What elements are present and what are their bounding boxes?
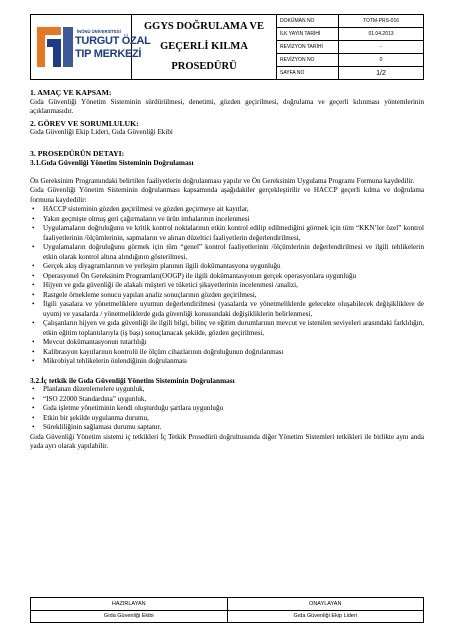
document-body bbox=[30, 86, 424, 452]
internal-audit-list bbox=[30, 385, 424, 433]
paragraph: Gıda Güvenliği Yönetim Sisteminin doğrulanması kapsamında aşağıdakiler gerçekleştirilir ve HACCP geçerli kılma ve doğrulama formuna kaydedilir: bbox=[30, 186, 424, 204]
list-item: • Etkin bir şekilde uygulanma durumu, bbox=[30, 414, 424, 424]
list-item: • Planlanan düzenlemelere uygunluk, bbox=[30, 385, 424, 395]
logo bbox=[31, 15, 151, 79]
title-line-1: GGYS DOĞRULAMA VE bbox=[144, 21, 264, 32]
list-item: • Uygulamaların doğruluğunu ve kritik kontrol noktalarının etkin kontrol edilip edilmediğini görmek için tüm “KKN’ler özel” kontrol faaliyetlerinin /ölçümlerinin, sapmaların ve alınan düzeltici faaliyetlerin değerlendirilmesi, bbox=[30, 224, 424, 243]
paragraph: Gıda Güvenliği Yönetim sistemi iç tetkikleri İç Tetkik Prosedürü doğrultusunda diğer Yönetim Sistemleri tetkikleri ile birlikte aynı anda yada ayrı olarak yapılabilir. bbox=[30, 432, 424, 450]
meta-key: REVİZYON TARİHİ bbox=[277, 41, 339, 53]
prepared-by-label: HAZIRLAYAN bbox=[31, 598, 227, 611]
document-meta-table bbox=[277, 15, 423, 79]
meta-key: REVİZYON NO bbox=[277, 54, 339, 66]
section-3-heading: 3. PROSEDÜRÜN DETAYI: bbox=[30, 148, 125, 158]
list-item: • “ISO 22000 Standardına” uygunluk, bbox=[30, 395, 424, 405]
meta-row bbox=[277, 41, 423, 54]
logo-emblem-icon bbox=[33, 19, 75, 75]
section-3-1-heading: 3.1.Gıda Güvenliği Yönetim Sisteminin Doğrulaması bbox=[30, 158, 194, 167]
document-title bbox=[132, 15, 277, 79]
meta-row bbox=[277, 54, 423, 67]
list-item: • Gıda işletme yönetiminin kendi oluşturduğu şartlara uygunluğu bbox=[30, 404, 424, 414]
meta-row bbox=[277, 28, 423, 41]
list-item: • Sürekliliğinin sağlaması durumu saptanır. bbox=[30, 423, 424, 433]
list-item: • Kalibrasyon kayıtlarının kontrolü ile ölçüm cihazlarının doğruluğunun doğrulanması bbox=[30, 348, 424, 358]
meta-key: SAYFA NO bbox=[277, 67, 339, 79]
page-number: 1/2 bbox=[376, 69, 386, 77]
list-item: • İlgili yasalara ve yönetmeliklere uyumun değerlendirilmesi (yasalarda ve yönetmeliklerde gelecekte oluşabilecek değişikliklere de uyum) ve yasalarda / yönetmeliklerde gıda güvenliği konusundaki değişikliklerin belirlenmesi, bbox=[30, 300, 424, 319]
document-header bbox=[30, 14, 424, 80]
section-1-heading: 1. AMAÇ VE KAPSAM: bbox=[30, 88, 112, 97]
meta-key: İLK YAYIN TARİHİ bbox=[277, 28, 339, 40]
prepared-by-cell bbox=[31, 598, 228, 622]
list-item: • Yakın geçmişte olmuş geri çağırmaların ve ürün imhalarının incelenmesi bbox=[30, 215, 424, 225]
paragraph: Ön Gereksinim Programındaki belirtilen faaliyetlerin doğrulanması yapılır ve Ön Gereksinim Uygulama Programı Formuna kaydedilir. bbox=[30, 176, 415, 185]
list-item: • Hijyen ve gıda güvenliği ile alakalı müşteri ve tüketici şikayetlerinin incelenmesi /analizi, bbox=[30, 281, 424, 291]
section-2-heading: 2. GÖREV VE SORUMLULUK: bbox=[30, 118, 139, 128]
meta-value: TOTM-PRS-016 bbox=[362, 18, 400, 24]
meta-row bbox=[277, 67, 423, 79]
approved-by-value: Gıda Güvenliği Ekip Lideri bbox=[293, 613, 358, 620]
list-item: • Gerçek akış diyagramlarının ve yerleşim planının ilgili dokümantasyona uygunluğu bbox=[30, 262, 424, 272]
approved-by-label: ONAYLAYAN bbox=[228, 598, 424, 611]
meta-value: 0 bbox=[379, 57, 383, 63]
list-item: • Mikrobiyal tehlikelerin önlendiğinin doğrulanması bbox=[30, 357, 424, 367]
document-footer bbox=[30, 597, 424, 623]
meta-key: DOKÜMAN NO bbox=[277, 15, 339, 27]
verification-list bbox=[30, 205, 424, 367]
meta-value: 01.04.2013 bbox=[368, 31, 394, 37]
section-1-text: Gıda Güvenliği Yönetim Sisteminin sürdürülmesi, denetimi, gözden geçirilmesi, doğrulama ve geçerli kılınması yöntemlerinin açıklanmasıdır. bbox=[30, 97, 424, 115]
meta-row bbox=[277, 15, 423, 28]
title-line-2: GEÇERLİ KILMA PROSEDÜRÜ bbox=[160, 41, 248, 72]
meta-value: - bbox=[380, 44, 382, 50]
list-item: • Operasyonel Ön Gereksinim Programları(OOGP) ile ilgili dokümantasyonun gerçek operasyonlara uygunluğu bbox=[30, 272, 424, 282]
approved-by-cell bbox=[228, 598, 424, 622]
list-item: • Rastgele örnekleme sonucu yapılan analiz sonuçlarının gözden geçirilmesi, bbox=[30, 291, 424, 301]
logo-name-line1: TURGUT ÖZAL bbox=[75, 35, 151, 47]
prepared-by-value: Gıda Güvenliği Ekibi bbox=[103, 613, 154, 620]
logo-name-line2: TIP MERKEZİ bbox=[75, 48, 142, 60]
list-item: • Uygulamaların doğruluğunu görmek için tüm “genel” kontrol faaliyetlerinin /ölçümlerinin değerlendirilmesi ve ilgili tehlikelerin etkin olarak kontrol altına alındığının gösterilmesi, bbox=[30, 243, 424, 262]
section-2-text: Gıda Güvenliği Ekip Lideri, Gıda Güvenliği Ekibi bbox=[30, 128, 173, 136]
logo-university-text: İNÖNÜ ÜNİVERSİTESİ bbox=[77, 29, 121, 34]
section-3-2-heading: 3.2.İç tetkik ile Gıda Güvenliği Yönetim Sisteminin Doğrulanması bbox=[30, 375, 235, 385]
list-item: • Mevcut dokümantasyonun tutarlılığı bbox=[30, 338, 424, 348]
list-item: • Çalışanların hijyen ve gıda güvenliği ile ilgili bilgi, bilinç ve eğitim durumlarının mevcut ve istenilen seviyeleri arasındaki farklılığın, etkin eğitim toplantılarıyla (iş başı) sonuçlanacak şekilde, gözden geçirilmesi, bbox=[30, 319, 424, 338]
list-item: • HACCP sisteminin gözden geçirilmesi ve gözden geçirmeye ait kayıtlar, bbox=[30, 205, 424, 215]
